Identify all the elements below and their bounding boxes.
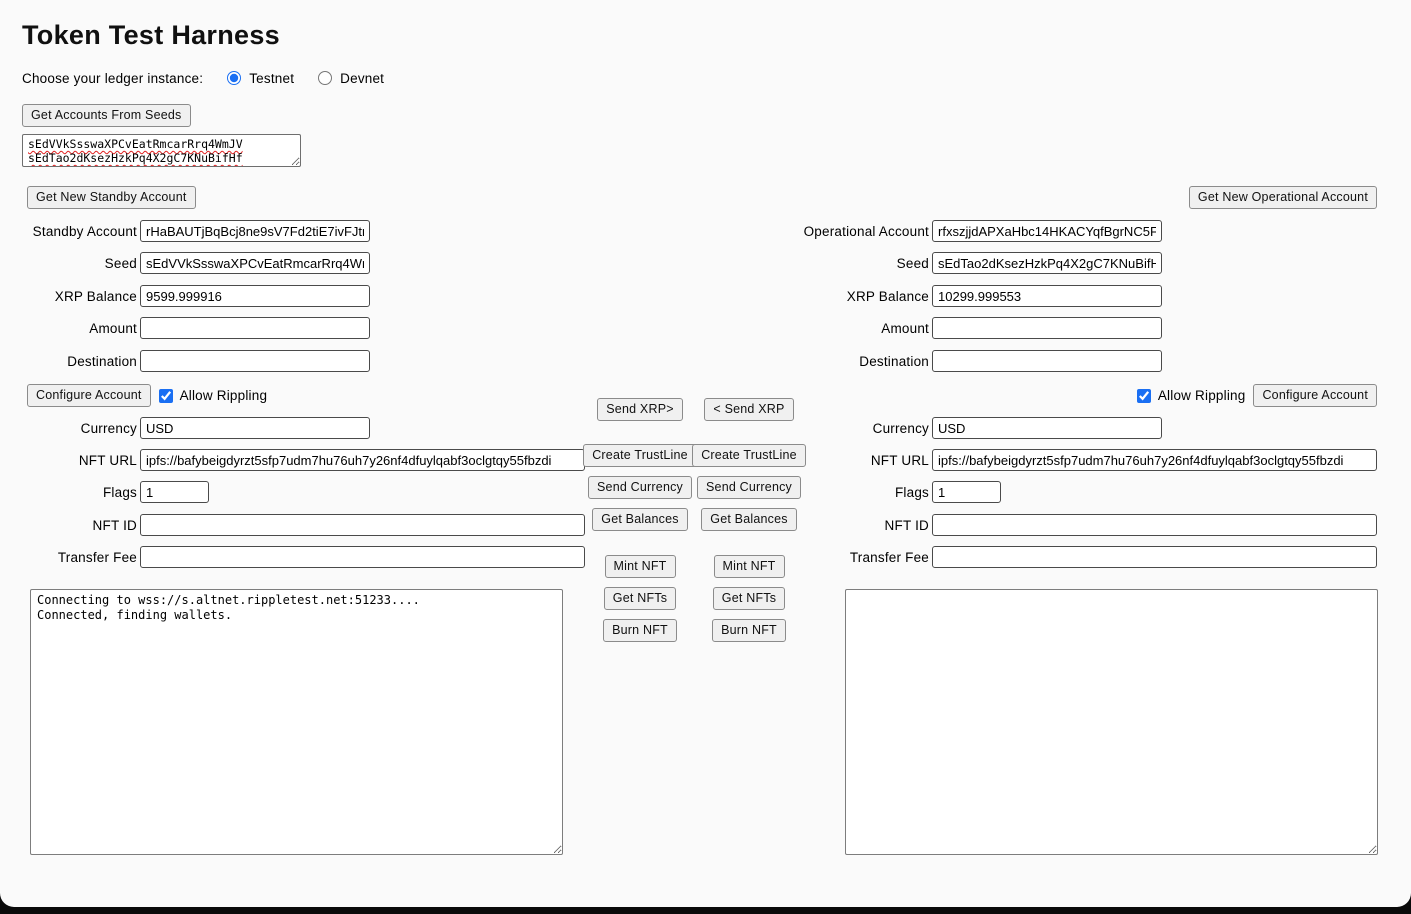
standby-currency-row [0,417,370,439]
standby-flags-row [0,481,209,503]
testnet-radio-group [227,71,294,86]
standby-actions-column [592,398,688,651]
testnet-radio-label[interactable]: Testnet [249,70,295,86]
operational-amount-input[interactable] [932,317,1162,339]
operational-get-nfts-button[interactable]: Get NFTs [713,587,785,610]
operational-amount-label: Amount [881,320,929,336]
operational-seed-input[interactable] [932,252,1162,274]
operational-results-textarea[interactable] [845,589,1378,855]
operational-nft-id-input[interactable] [932,514,1377,536]
standby-transfer-fee-label: Transfer Fee [57,549,137,565]
standby-nft-url-row [0,449,585,471]
standby-send-currency-button[interactable]: Send Currency [588,476,692,499]
standby-account-input[interactable] [140,220,370,242]
operational-transfer-fee-label: Transfer Fee [849,549,929,565]
send-xrp-to-operational-button[interactable]: Send XRP> [597,398,682,421]
operational-nft-url-label: NFT URL [870,452,929,468]
operational-create-trustline-button[interactable]: Create TrustLine [692,444,806,467]
standby-create-trustline-button[interactable]: Create TrustLine [583,444,697,467]
standby-amount-input[interactable] [140,317,370,339]
operational-send-currency-button[interactable]: Send Currency [697,476,801,499]
page-title: Token Test Harness [22,20,280,50]
standby-nft-url-input[interactable] [140,449,585,471]
standby-mint-nft-button[interactable]: Mint NFT [605,555,676,578]
devnet-radio[interactable] [318,71,332,85]
devnet-radio-group [318,71,384,86]
standby-burn-nft-button[interactable]: Burn NFT [603,619,677,642]
standby-amount-row [0,317,370,339]
standby-account-label: Standby Account [32,223,137,239]
operational-account-row [642,220,1162,242]
operational-account-input[interactable] [932,220,1162,242]
operational-xrp-balance-input[interactable] [932,285,1162,307]
operational-allow-rippling-checkbox[interactable] [1137,389,1151,403]
standby-destination-input[interactable] [140,350,370,372]
get-new-standby-account-button[interactable]: Get New Standby Account [27,186,196,209]
standby-allow-rippling-checkbox[interactable] [159,389,173,403]
devnet-radio-label[interactable]: Devnet [340,70,385,86]
ledger-instance-chooser [22,69,384,87]
standby-destination-label: Destination [67,353,137,369]
standby-get-nfts-button[interactable]: Get NFTs [604,587,676,610]
operational-destination-input[interactable] [932,350,1162,372]
standby-seed-input[interactable] [140,252,370,274]
standby-configure-row [27,384,267,407]
get-new-operational-account-button[interactable]: Get New Operational Account [1189,186,1377,209]
operational-seed-row [642,252,1162,274]
standby-configure-account-button[interactable]: Configure Account [27,384,151,407]
operational-flags-input[interactable] [932,481,1001,503]
standby-currency-label: Currency [80,420,137,436]
standby-results-textarea[interactable] [30,589,563,855]
get-accounts-from-seeds-button[interactable]: Get Accounts From Seeds [22,104,191,127]
standby-flags-label: Flags [102,484,137,500]
operational-xrp-balance-row [642,285,1162,307]
testnet-radio[interactable] [227,71,241,85]
operational-actions-column [701,398,797,651]
standby-xrp-balance-label: XRP Balance [54,288,137,304]
standby-flags-input[interactable] [140,481,209,503]
seeds-textarea[interactable] [22,134,301,167]
operational-seed-label: Seed [896,255,929,271]
operational-flags-row [642,481,1001,503]
operational-configure-row [1137,384,1377,407]
operational-mint-nft-button[interactable]: Mint NFT [714,555,785,578]
operational-allow-rippling-label[interactable]: Allow Rippling [1157,388,1246,403]
standby-seed-row [0,252,370,274]
operational-amount-row [642,317,1162,339]
operational-allow-rippling-group [1137,388,1246,403]
operational-destination-label: Destination [859,353,929,369]
operational-currency-input[interactable] [932,417,1162,439]
operational-nft-id-label: NFT ID [884,517,929,533]
standby-nft-id-input[interactable] [140,514,585,536]
standby-destination-row [0,350,370,372]
operational-flags-label: Flags [894,484,929,500]
standby-allow-rippling-group [159,388,268,403]
standby-transfer-fee-row [0,546,585,568]
standby-seed-label: Seed [104,255,137,271]
operational-account-label: Operational Account [803,223,929,239]
standby-xrp-balance-input[interactable] [140,285,370,307]
operational-currency-label: Currency [872,420,929,436]
operational-xrp-balance-label: XRP Balance [846,288,929,304]
standby-amount-label: Amount [89,320,137,336]
standby-xrp-balance-row [0,285,370,307]
ledger-instance-prompt: Choose your ledger instance: [22,70,204,86]
operational-nft-url-input[interactable] [932,449,1377,471]
standby-get-balances-button[interactable]: Get Balances [592,508,687,531]
standby-currency-input[interactable] [140,417,370,439]
standby-transfer-fee-input[interactable] [140,546,585,568]
standby-account-row [0,220,370,242]
standby-nft-id-label: NFT ID [92,517,137,533]
standby-nft-id-row [0,514,585,536]
send-xrp-to-standby-button[interactable]: < Send XRP [704,398,793,421]
standby-allow-rippling-label[interactable]: Allow Rippling [179,388,268,403]
operational-destination-row [642,350,1162,372]
operational-burn-nft-button[interactable]: Burn NFT [712,619,786,642]
operational-configure-account-button[interactable]: Configure Account [1253,384,1377,407]
standby-nft-url-label: NFT URL [78,452,137,468]
operational-get-balances-button[interactable]: Get Balances [701,508,796,531]
operational-transfer-fee-input[interactable] [932,546,1377,568]
